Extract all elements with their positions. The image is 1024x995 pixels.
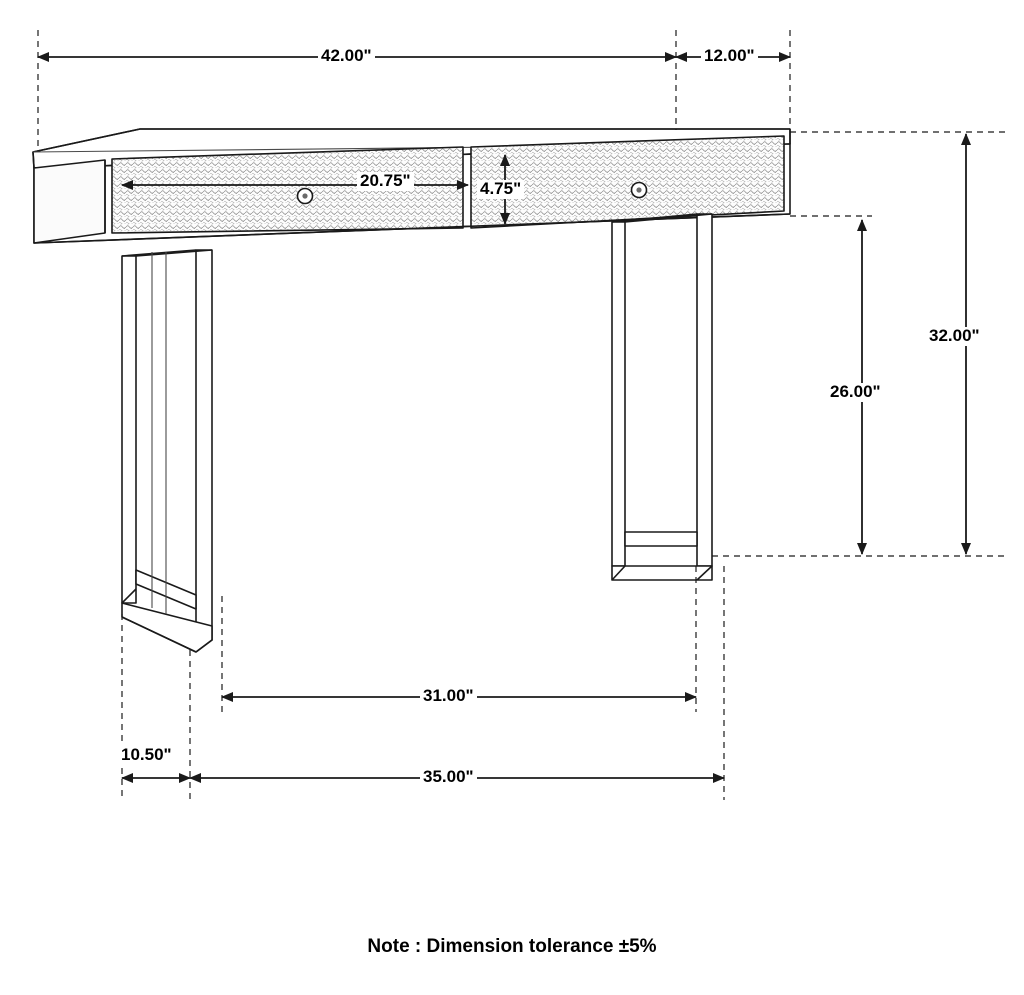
dimension-label-drawer-height: 4.75": [477, 180, 524, 199]
dimension-label-drawer-width: 20.75": [357, 172, 414, 191]
dimension-label-clearance-height: 26.00": [827, 383, 884, 402]
dimension-label-overall-width: 42.00": [318, 47, 375, 66]
tolerance-note: Note : Dimension tolerance ±5%: [367, 936, 657, 957]
leg-left: [122, 250, 212, 652]
drawer-knob-left: [298, 189, 313, 204]
drawer-knob-right: [632, 183, 647, 198]
dimension-label-top-depth: 12.00": [701, 47, 758, 66]
dimension-label-leg-span-inner: 31.00": [420, 687, 477, 706]
leg-right: [612, 214, 712, 580]
dimension-label-leg-span-outer: 35.00": [420, 768, 477, 787]
dimension-label-leg-foot-width: 10.50": [118, 746, 175, 765]
dimension-label-overall-height: 32.00": [926, 327, 983, 346]
console-table-illustration: [33, 129, 790, 652]
